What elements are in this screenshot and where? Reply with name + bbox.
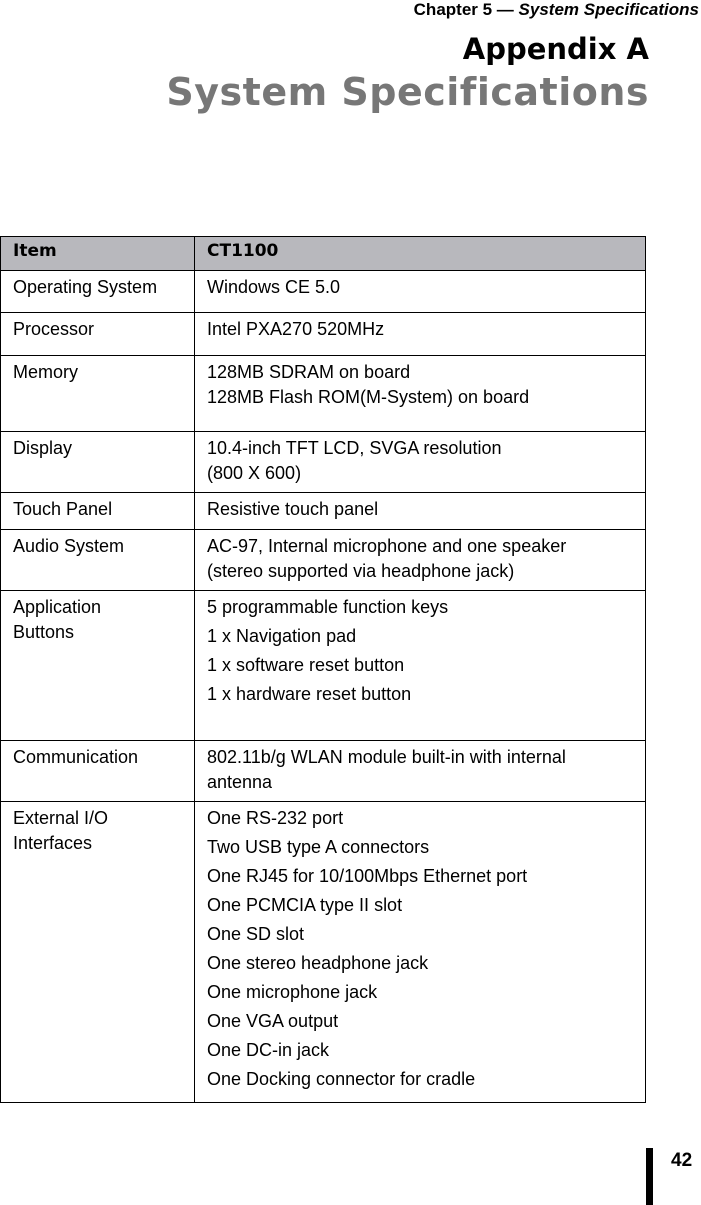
spec-value-line: One Docking connector for cradle — [207, 1069, 476, 1089]
spec-value-line: Intel PXA270 520MHz — [207, 319, 385, 339]
spec-value-line: One SD slot — [207, 924, 305, 944]
spec-item-label: Communication — [13, 747, 139, 767]
spec-item-label: Application — [13, 597, 102, 617]
table-row — [1, 432, 646, 493]
table-row — [1, 591, 646, 741]
spec-value-line: 1 x software reset button — [207, 655, 405, 675]
spec-value-cell — [195, 493, 646, 530]
spec-item-cell — [1, 493, 195, 530]
spec-value-cell — [195, 802, 646, 1103]
spec-value-line: antenna — [207, 772, 273, 792]
spec-value-line: (800 X 600) — [207, 463, 302, 483]
spec-item-cell — [1, 432, 195, 493]
column-header-item: Item — [1, 237, 195, 271]
spec-value-line: 1 x Navigation pad — [207, 626, 357, 646]
spec-value-cell — [195, 313, 646, 356]
spec-value-line: 128MB SDRAM on board — [207, 362, 411, 382]
appendix-label: Appendix A — [462, 32, 649, 66]
spec-value-line: 802.11b/g WLAN module built-in with internal — [207, 747, 566, 767]
spec-table-header — [1, 237, 646, 271]
spec-value-line: Resistive touch panel — [207, 499, 379, 519]
chapter-label: Chapter 5 — — [413, 0, 514, 19]
table-row — [1, 493, 646, 530]
spec-item-label: Touch Panel — [13, 499, 113, 519]
spec-value-line: One RS-232 port — [207, 808, 344, 828]
spec-value-cell — [195, 356, 646, 432]
spec-value-line: 1 x hardware reset button — [207, 684, 412, 704]
running-header — [414, 0, 699, 20]
spec-item-cell — [1, 591, 195, 741]
spec-value-line: One PCMCIA type II slot — [207, 895, 403, 915]
spec-item-cell — [1, 313, 195, 356]
spec-value-line: One RJ45 for 10/100Mbps Ethernet port — [207, 866, 528, 886]
table-row — [1, 356, 646, 432]
spec-value-line: 5 programmable function keys — [207, 597, 449, 617]
spec-item-label: Buttons — [13, 622, 75, 642]
table-row — [1, 741, 646, 802]
spec-value-line: 128MB Flash ROM(M-System) on board — [207, 387, 530, 407]
spec-table — [0, 236, 646, 1103]
spec-item-label: Operating System — [13, 277, 158, 297]
chapter-title: System Specifications — [518, 0, 699, 19]
spec-item-label: Display — [13, 438, 73, 458]
spec-value-cell — [195, 741, 646, 802]
spec-value-cell — [195, 432, 646, 493]
spec-value-line: One stereo headphone jack — [207, 953, 429, 973]
spec-item-label: Processor — [13, 319, 95, 339]
table-row — [1, 271, 646, 313]
spec-item-label: Audio System — [13, 536, 125, 556]
spec-value-line: Windows CE 5.0 — [207, 277, 341, 297]
spec-value-line: One VGA output — [207, 1011, 339, 1031]
table-row — [1, 530, 646, 591]
spec-value-cell — [195, 530, 646, 591]
column-header-model: CT1100 — [195, 237, 646, 271]
spec-item-cell — [1, 741, 195, 802]
spec-item-cell — [1, 271, 195, 313]
spec-value-line: 10.4-inch TFT LCD, SVGA resolution — [207, 438, 502, 458]
spec-value-line: Two USB type A connectors — [207, 837, 430, 857]
page-title: System Specifications — [166, 70, 649, 114]
table-row — [1, 313, 646, 356]
spec-value-line: One microphone jack — [207, 982, 378, 1002]
spec-item-label: External I/O — [13, 808, 109, 828]
page-marker-bar — [646, 1148, 653, 1205]
spec-value-cell — [195, 591, 646, 741]
spec-value-line: One DC-in jack — [207, 1040, 330, 1060]
spec-item-cell — [1, 530, 195, 591]
spec-value-cell — [195, 271, 646, 313]
spec-value-line: (stereo supported via headphone jack) — [207, 561, 515, 581]
spec-value-line: AC-97, Internal microphone and one speaker — [207, 536, 567, 556]
spec-item-cell — [1, 356, 195, 432]
spec-item-label: Memory — [13, 362, 79, 382]
table-row — [1, 802, 646, 1103]
spec-item-cell — [1, 802, 195, 1103]
page-number: 42 — [671, 1150, 693, 1171]
spec-item-label: Interfaces — [13, 833, 93, 853]
